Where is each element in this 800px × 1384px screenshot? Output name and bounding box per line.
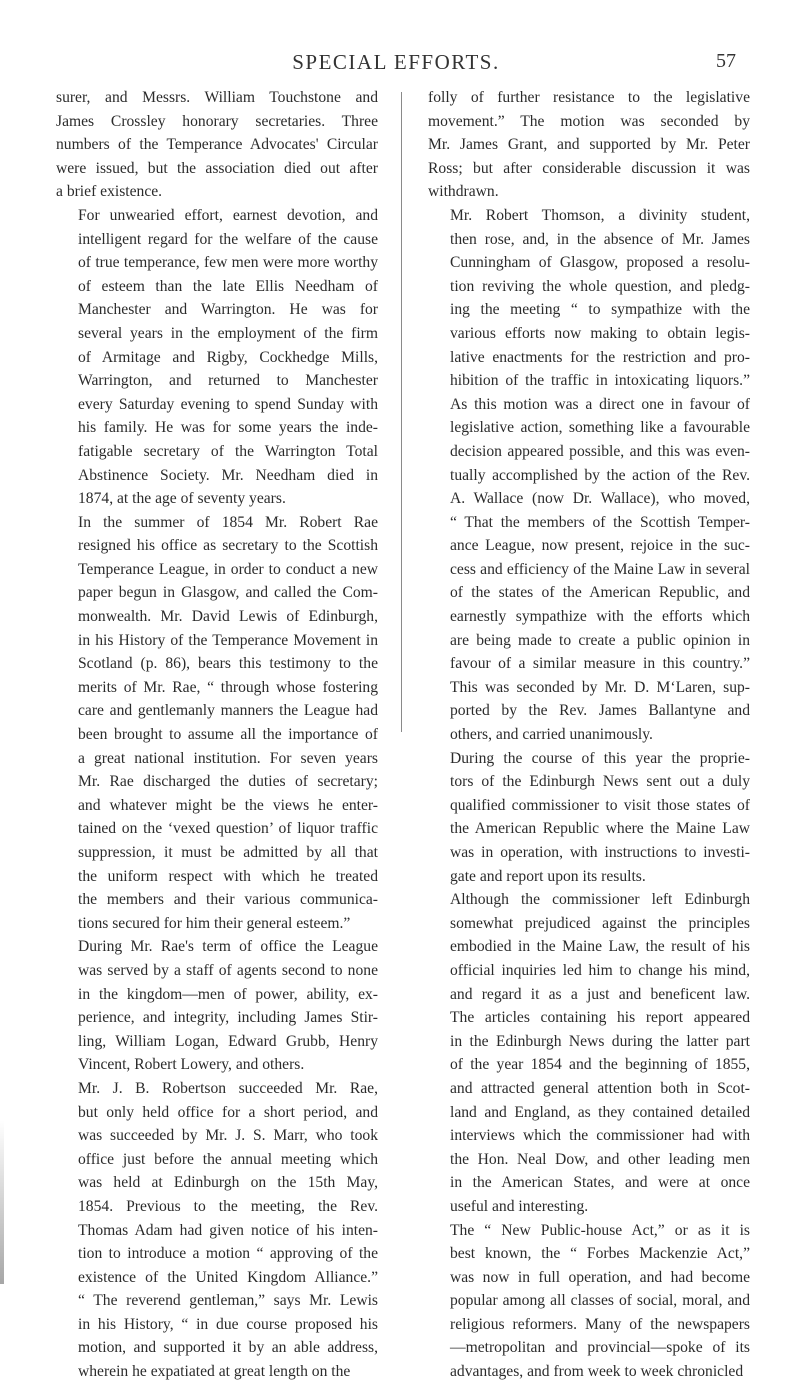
text-line: ing the meeting “ to sympathize with the (450, 301, 750, 319)
text-line: in the kingdom—men of power, ability, ex- (78, 985, 378, 1003)
text-line: qualified commissioner to visit those states of (450, 796, 750, 814)
text-line: Temperance League, in order to conduct a new (78, 560, 378, 578)
left-column (56, 86, 378, 1384)
text-line: intelligent regard for the welfare of the cause (78, 230, 378, 248)
text-line: every Saturday evening to spend Sunday with (78, 395, 378, 413)
page-edge-shadow (0, 1120, 4, 1284)
text-line: numbers of the Temperance Advocates' Circular (56, 136, 378, 154)
text-line: existence of the United Kingdom Alliance.” (78, 1268, 378, 1286)
text-line: Manchester and Warrington. He was for (78, 301, 378, 319)
text-line: paper begun in Glasgow, and called the Com- (78, 584, 378, 602)
text-line: are being made to create a public opinion in (450, 631, 750, 649)
text-line: in his History of the Temperance Movement in (78, 631, 378, 649)
left-column-paragraph (56, 511, 378, 936)
text-line: This was seconded by Mr. D. M‘Laren, sup- (450, 678, 750, 696)
text-line: the members and their various communica- (78, 891, 378, 909)
text-line: and regard it as a just and beneficent law. (450, 985, 750, 1003)
text-line: tions secured for him their general esteem.” (78, 914, 351, 932)
running-head (56, 50, 736, 76)
text-line: best known, the “ Forbes Mackenzie Act,” (450, 1245, 750, 1263)
text-line: been brought to assume all the importance of (78, 726, 378, 744)
text-line: the American Republic where the Maine Law (450, 820, 750, 838)
text-line: tion reviving the whole question, and pledg- (450, 277, 750, 295)
text-line: Although the commissioner left Edinburgh (450, 891, 750, 909)
text-line: office just before the annual meeting which (78, 1150, 378, 1168)
text-line: in his History, “ in due course proposed his (78, 1315, 378, 1333)
text-line: 1854. Previous to the meeting, the Rev. (78, 1197, 378, 1215)
text-line: of esteem than the late Ellis Needham of (78, 277, 378, 295)
text-line: Thomas Adam had given notice of his inten- (78, 1221, 378, 1239)
text-line: somewhat prejudiced against the principles (450, 914, 750, 932)
text-line: The “ New Public-house Act,” or as it is (450, 1221, 750, 1239)
text-line: In the summer of 1854 Mr. Robert Rae (78, 513, 378, 531)
text-line: fatigable secretary of the Warrington Total (78, 442, 378, 460)
text-line: James Crossley honorary secretaries. Three (56, 112, 378, 130)
text-line: perience, and integrity, including James Stir- (78, 1009, 378, 1027)
text-line: ported by the Rev. James Ballantyne and (450, 702, 750, 720)
text-line: ling, William Logan, Edward Grubb, Henry (78, 1032, 378, 1050)
text-line: merits of Mr. Rae, “ through whose fostering (78, 678, 378, 696)
text-line: hibition of the traffic in intoxicating liquors.” (450, 372, 750, 390)
text-line: gate and report upon its results. (450, 867, 646, 885)
text-line: was served by a staff of agents second to none (78, 961, 378, 979)
left-column-paragraph (56, 204, 378, 511)
text-line: As this motion was a direct one in favour of (450, 395, 750, 413)
text-line: popular among all classes of social, moral, and (450, 1292, 750, 1310)
text-line: During Mr. Rae's term of office the League (78, 938, 378, 956)
text-line: then rose, and, in the absence of Mr. James (450, 230, 750, 248)
text-line: Vincent, Robert Lowery, and others. (78, 1056, 305, 1074)
text-line: decision appeared possible, and this was even- (450, 442, 750, 460)
text-line: During the course of this year the proprie- (450, 749, 750, 767)
text-line: in the American States, and were at once (450, 1174, 750, 1192)
text-line: others, and carried unanimously. (450, 726, 653, 744)
text-line: tained on the ‘vexed question’ of liquor traffic (78, 820, 378, 838)
text-line: tually accomplished by the action of the Rev. (450, 466, 750, 484)
text-line: was succeeded by Mr. J. S. Marr, who took (78, 1127, 378, 1145)
text-line: of the states of the American Republic, and (450, 584, 750, 602)
text-line: religious reformers. Many of the newspapers (450, 1315, 750, 1333)
text-line: but only held office for a short period, and (78, 1103, 378, 1121)
text-line: withdrawn. (428, 183, 499, 201)
text-line: Warrington, and returned to Manchester (78, 372, 378, 390)
text-line: a brief existence. (56, 183, 163, 201)
right-column-paragraph (428, 204, 750, 747)
right-column (428, 86, 750, 1384)
text-line: advantages, and from week to week chronicled (450, 1363, 744, 1381)
text-line: of Armitage and Rigby, Cockhedge Mills, (78, 348, 378, 366)
text-line: resigned his office as secretary to the Scottish (78, 537, 378, 555)
left-column-paragraph (56, 86, 378, 204)
left-column-paragraph (56, 935, 378, 1077)
running-title: SPECIAL EFFORTS. (292, 50, 500, 74)
right-column-paragraph (428, 86, 750, 204)
text-line: the uniform respect with which he treated (78, 867, 378, 885)
text-line: and attracted general attention both in Scot- (450, 1079, 750, 1097)
text-line: of true temperance, few men were more worthy (78, 254, 378, 272)
text-line: surer, and Messrs. William Touchstone and (56, 89, 378, 106)
text-line: was held at Edinburgh on the 15th May, (78, 1174, 378, 1192)
text-line: Scotland (p. 86), bears this testimony to the (78, 655, 378, 673)
text-line: Mr. James Grant, and supported by Mr. Peter (428, 136, 750, 154)
text-line: of the year 1854 and the beginning of 1855, (450, 1056, 750, 1074)
text-line: motion, and supported it by an able address, (78, 1339, 378, 1357)
text-line: movement.” The motion was seconded by (428, 112, 750, 130)
right-column-paragraph (428, 1219, 750, 1384)
text-line: and whatever might be the views he enter- (78, 796, 378, 814)
right-column-paragraph (428, 888, 750, 1218)
text-line: a great national institution. For seven years (78, 749, 378, 767)
left-column-paragraph (56, 1077, 378, 1384)
text-line: was in operation, with instructions to investi- (450, 844, 750, 861)
text-line: favour of a similar measure in this country.” (450, 655, 750, 673)
text-line: “ That the members of the Scottish Temper- (450, 513, 750, 531)
text-line: various efforts now making to obtain legis- (450, 324, 750, 342)
text-line: suppression, it must be admitted by all that (78, 844, 378, 861)
text-line: cess and efficiency of the Maine Law in several (450, 560, 750, 578)
text-line: official inquiries led him to change his mind, (450, 961, 750, 979)
text-line: legislative action, something like a favourable (450, 419, 750, 437)
text-line: The articles containing his report appeared (450, 1009, 750, 1027)
page-number: 57 (716, 50, 736, 72)
text-line: —metropolitan and provincial—spoke of its (450, 1339, 750, 1357)
text-line: Mr. Robert Thomson, a divinity student, (450, 206, 750, 224)
text-line: “ The reverend gentleman,” says Mr. Lewis (78, 1292, 378, 1310)
text-line: ance League, now present, rejoice in the suc- (450, 537, 750, 555)
text-line: care and gentlemanly manners the League had (78, 702, 378, 720)
text-line: land and England, as they contained detailed (450, 1103, 750, 1121)
text-line: monwealth. Mr. David Lewis of Edinburgh, (78, 608, 378, 626)
text-line: earnestly sympathize with the efforts which (450, 608, 750, 626)
text-line: Cunningham of Glasgow, proposed a resolu- (450, 254, 750, 272)
text-line: folly of further resistance to the legislative (428, 89, 750, 106)
text-line: Abstinence Society. Mr. Needham died in (78, 466, 378, 484)
text-line: were issued, but the association died out after (56, 159, 378, 177)
text-line: tors of the Edinburgh News sent out a duly (450, 773, 750, 791)
text-line: wherein he expatiated at great length on the (78, 1363, 351, 1381)
text-line: For unwearied effort, earnest devotion, and (78, 206, 378, 224)
text-line: Mr. Rae discharged the duties of secretary; (78, 773, 378, 791)
text-line: Mr. J. B. Robertson succeeded Mr. Rae, (78, 1079, 378, 1097)
right-column-paragraph (428, 747, 750, 889)
text-line: useful and interesting. (450, 1197, 589, 1215)
text-line: the Hon. Neal Dow, and other leading men (450, 1150, 750, 1168)
text-line: his family. He was for some years the inde- (78, 419, 378, 437)
text-line: A. Wallace (now Dr. Wallace), who moved, (450, 490, 750, 508)
column-rule (401, 92, 402, 732)
text-line: Ross; but after considerable discussion it was (428, 159, 750, 177)
text-line: in the Edinburgh News during the latter part (450, 1032, 750, 1050)
text-line: several years in the employment of the firm (78, 324, 378, 342)
text-columns (56, 86, 750, 1381)
text-line: lative enactments for the restriction and pro- (450, 348, 750, 366)
text-line: 1874, at the age of seventy years. (78, 490, 286, 508)
text-line: embodied in the Maine Law, the result of his (450, 938, 750, 956)
text-line: interviews which the commissioner had with (450, 1127, 750, 1145)
text-line: tion to introduce a motion “ approving of the (78, 1245, 378, 1263)
text-line: was now in full operation, and had become (450, 1268, 750, 1286)
